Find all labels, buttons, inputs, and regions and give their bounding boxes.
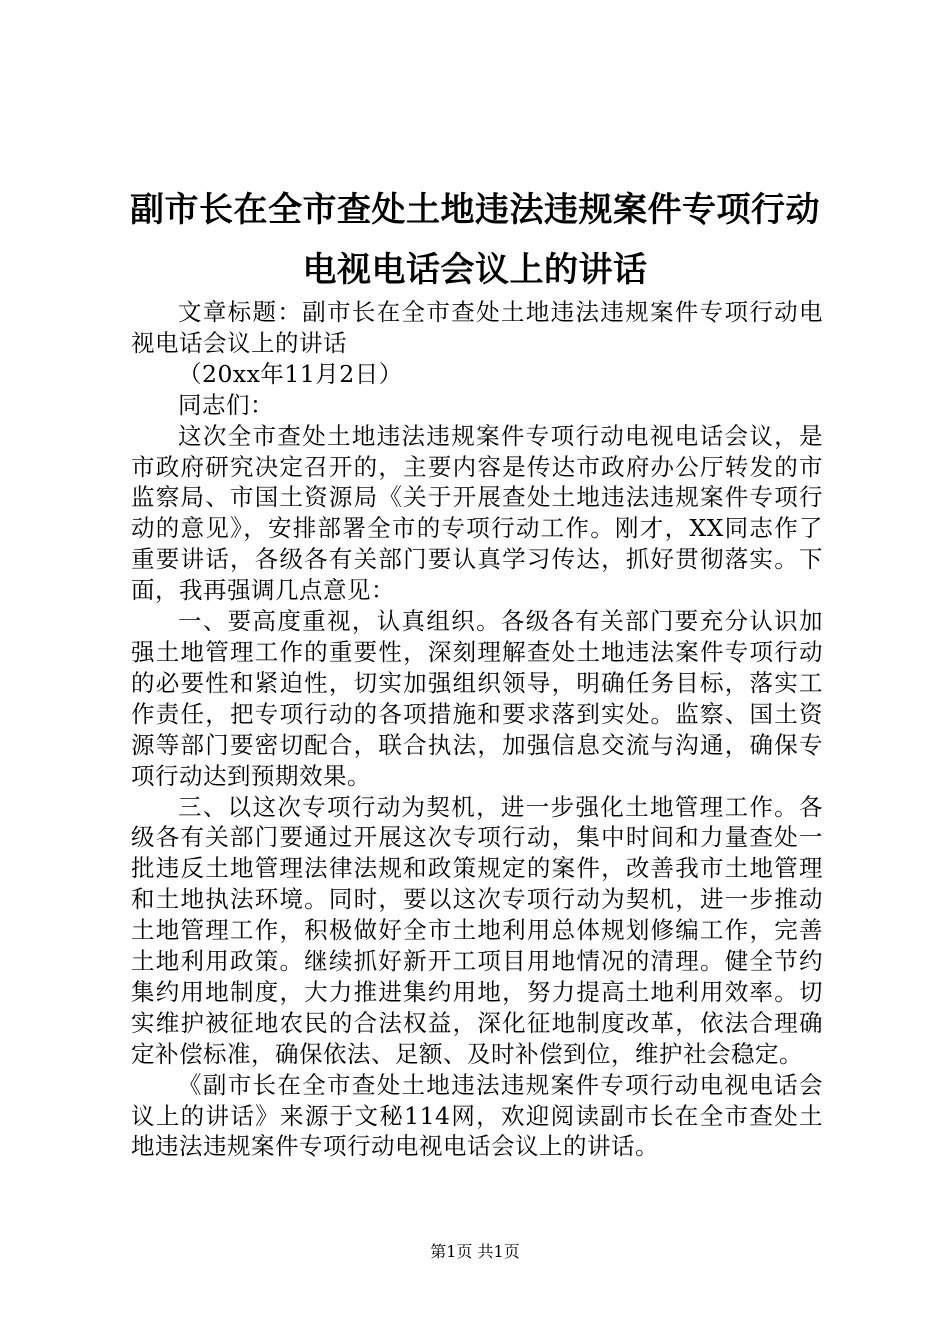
date-paragraph: （20xx年11月2日） [178, 359, 403, 388]
point-one-paragraph: 一、要高度重视，认真组织。各级各有关部门要充分认识加强土地管理工作的重要性，深刻理解查处土地违法案件专项行动的必要性和紧迫性，切实加强组织领导，明确任务目标，落实工作责任，把专项行动的各项措施和要求落到实处。监察、国土资源等部门要密切配合，联合执法，加强信息交流与沟通，确保专项行动达到预期效果。 [131, 607, 823, 790]
article-title-paragraph: 文章标题：副市长在全市查处土地违法违规案件专项行动电视电话会议上的讲话 [131, 298, 823, 357]
point-three-paragraph: 三、以这次专项行动为契机，进一步强化土地管理工作。各级各有关部门要通过开展这次专项行动，集中时间和力量查处一批违反土地管理法律法规和政策规定的案件，改善我市土地管理和土地执法环境。同时，要以这次专项行动为契机，进一步推动土地管理工作，积极做好全市土地利用总体规划修编工作，完善土地利用政策。继续抓好新开工项目用地情况的清理。健全节约集约用地制度，大力推进集约用地，努力提高土地利用效率。切实维护被征地农民的合法权益，深化征地制度改革，依法合理确定补偿标准，确保依法、足额、及时补偿到位，维护社会稳定。 [131, 792, 823, 1068]
intro-paragraph: 这次全市查处土地违法违规案件专项行动电视电话会议，是市政府研究决定召开的，主要内容是传达市政府办公厅转发的市监察局、市国土资源局《关于开展查处土地违法违规案件专项行动的意见》，安排部署全市的专项行动工作。刚才，XX同志作了重要讲话，各级各有关部门要认真学习传达，抓好贯彻落实。下面，我再强调几点意见： [131, 421, 823, 605]
salutation-paragraph: 同志们： [178, 390, 274, 419]
source-paragraph: 《副市长在全市查处土地违法违规案件专项行动电视电话会议上的讲话》来源于文秘114网，欢迎阅读副市长在全市查处土地违法违规案件专项行动电视电话会议上的讲话。 [131, 1070, 823, 1161]
document-body [131, 297, 823, 1162]
page-footer: 第1页 共1页 [430, 1242, 520, 1261]
document-title-line-2: 电视电话会议上的讲话 [302, 250, 648, 290]
document-title-line-1: 副市长在全市查处土地违法违规案件专项行动 [130, 190, 820, 230]
